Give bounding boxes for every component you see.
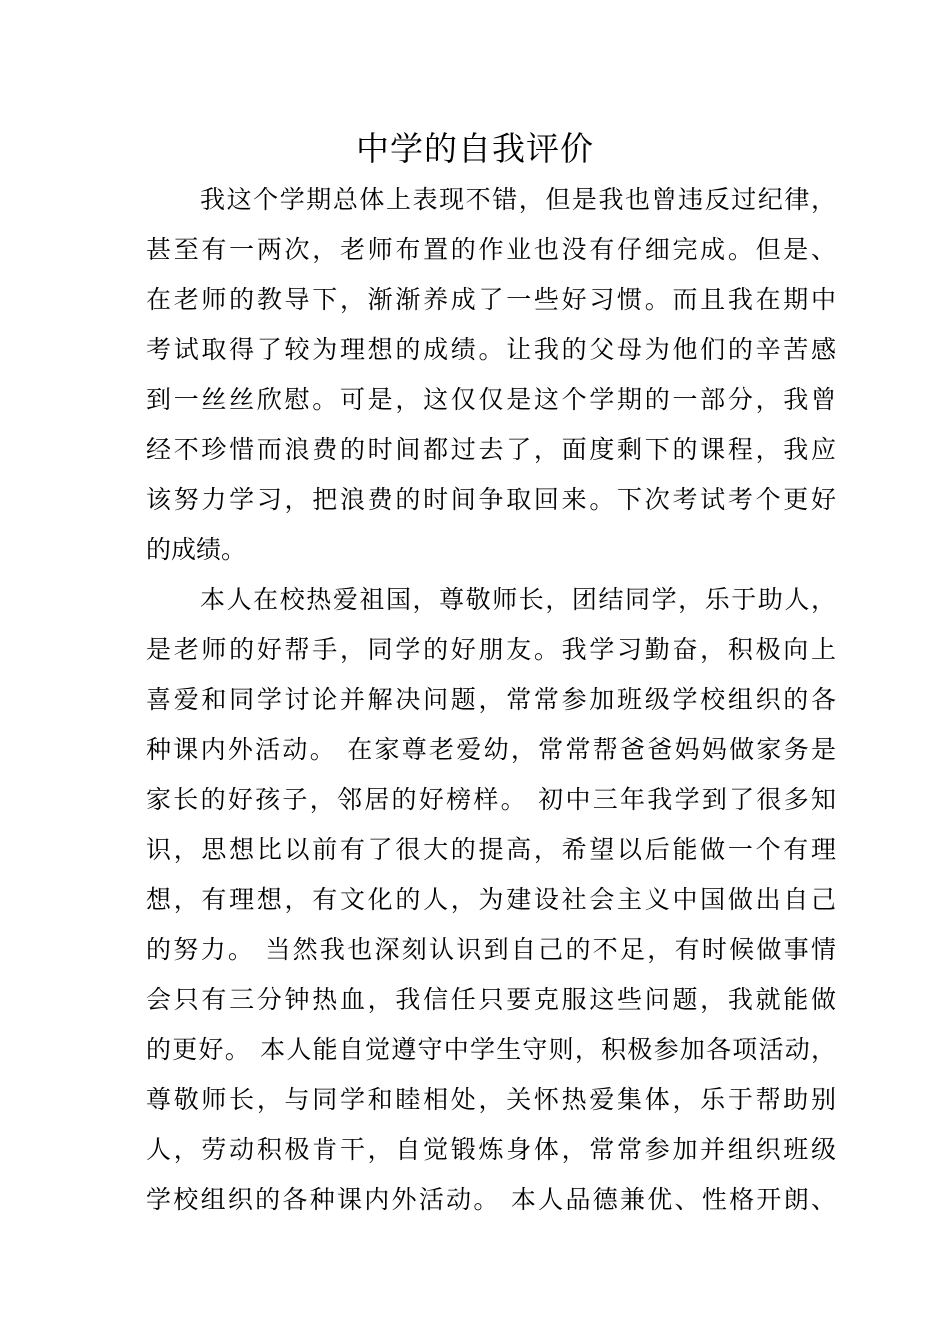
paragraph-2-line-6: 识，思想比以前有了很大的提高，希望以后能做一个有理 — [146, 835, 836, 864]
paragraph-2-line-2: 是老师的好帮手，同学的好朋友。我学习勤奋，积极向上 — [146, 635, 836, 664]
paragraph-2-line-9: 会只有三分钟热血，我信任只要克服这些问题，我就能做 — [146, 985, 836, 1014]
paragraph-1-line-7: 该努力学习，把浪费的时间争取回来。下次考试考个更好 — [146, 485, 836, 514]
paragraph-2-line-4: 种课内外活动。 在家尊老爱幼，常常帮爸爸妈妈做家务是 — [146, 735, 836, 764]
paragraph-2-line-8: 的努力。 当然我也深刻认识到自己的不足，有时候做事情 — [146, 935, 836, 964]
paragraph-1-line-1: 我这个学期总体上表现不错，但是我也曾违反过纪律， — [200, 185, 836, 214]
paragraph-2-line-11: 尊敬师长，与同学和睦相处，关怀热爱集体，乐于帮助别 — [146, 1085, 836, 1114]
paragraph-2-line-13: 学校组织的各种课内外活动。 本人品德兼优、性格开朗、 — [146, 1185, 836, 1214]
paragraph-1-line-6: 经不珍惜而浪费的时间都过去了，面度剩下的课程，我应 — [146, 435, 836, 464]
paragraph-2-line-1: 本人在校热爱祖国，尊敬师长，团结同学，乐于助人， — [200, 585, 836, 614]
paragraph-2-line-7: 想，有理想，有文化的人，为建设社会主义中国做出自己 — [146, 885, 836, 914]
paragraph-2-line-10: 的更好。 本人能自觉遵守中学生守则，积极参加各项活动， — [146, 1035, 836, 1064]
paragraph-1-line-3: 在老师的教导下，渐渐养成了一些好习惯。而且我在期中 — [146, 285, 836, 314]
paragraph-1-line-8: 的成绩。 — [146, 535, 247, 564]
paragraph-2-line-3: 喜爱和同学讨论并解决问题，常常参加班级学校组织的各 — [146, 685, 836, 714]
paragraph-2-line-12: 人，劳动积极肯干，自觉锻炼身体，常常参加并组织班级 — [146, 1135, 836, 1164]
document-title: 中学的自我评价 — [356, 129, 594, 168]
paragraph-2-line-5: 家长的好孩子，邻居的好榜样。 初中三年我学到了很多知 — [146, 785, 836, 814]
document-body — [146, 175, 836, 1225]
paragraph-1-line-2: 甚至有一两次，老师布置的作业也没有仔细完成。但是、 — [146, 235, 836, 264]
paragraph-1-line-5: 到一丝丝欣慰。可是，这仅仅是这个学期的一部分，我曾 — [146, 385, 836, 414]
paragraph-1-line-4: 考试取得了较为理想的成绩。让我的父母为他们的辛苦感 — [146, 335, 836, 364]
